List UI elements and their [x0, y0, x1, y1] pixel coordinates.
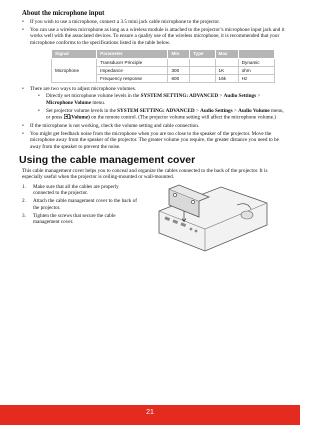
page-footer-bar: [0, 405, 300, 425]
section-heading-cable-cover: Using the cable management cover: [19, 153, 196, 166]
list-item: • You can use a wireless microphone as long as a wireless module is attached to the projector’s microphone input jack and it works well with the associated devices. To ensure a quality use of the wireless microphone, it is recommended that your microphone conforms to the specifications listed in the table below.: [21, 27, 285, 47]
table-cell: Dynamic: [238, 58, 274, 66]
table-header-row: [52, 49, 275, 58]
table-cell: 600: [168, 74, 190, 82]
table-row: [52, 58, 275, 66]
column-header: Max: [215, 49, 238, 58]
table-cell: 16k: [215, 74, 238, 82]
table-cell: Frequency response: [97, 74, 168, 82]
cable-cover-intro: This cable management cover helps you to conceal and organize the cables connected to the back of the projector. It is especially useful when the projector is ceiling-mounted or wall-mounted.: [22, 167, 268, 181]
volume-adjust-bullets: [21, 86, 285, 151]
cable-cover-steps-area: [21, 184, 285, 244]
table-cell: 300: [168, 66, 190, 74]
list-item: [21, 198, 139, 211]
list-item: • If the microphone is not working, check the volume setting and cable connection.: [21, 123, 285, 130]
step-text: Attach the cable management cover to the back of the projector.: [33, 198, 137, 211]
column-header: [238, 49, 274, 58]
page-number: 21: [146, 409, 154, 416]
list-item: [21, 213, 139, 226]
table-cell: ohm: [238, 66, 274, 74]
step-number: 3.: [22, 212, 26, 219]
table-cell: Hz: [238, 74, 274, 82]
table-cell: [190, 58, 215, 66]
table-cell: Transducer Principle: [97, 58, 168, 66]
column-header: Min: [168, 49, 190, 58]
list-item: • Directly set microphone volume levels in the SYSTEM SETTING: ADVANCED > Audio Settings > Microphone Volume menu.: [30, 93, 285, 106]
cable-cover-illustration: [151, 181, 269, 253]
volume-adjust-intro: There are two ways to adjust microphone volumes.: [30, 85, 137, 92]
list-item: [21, 184, 139, 197]
page-content: [21, 10, 285, 244]
table-cell: [190, 66, 215, 74]
column-header: Parameter: [97, 49, 168, 58]
step-number: 1.: [22, 183, 26, 190]
column-header: Type: [190, 49, 215, 58]
cable-cover-steps: [21, 184, 139, 227]
microphone-spec-table: [51, 49, 275, 83]
list-item: [21, 86, 285, 122]
table-cell: 1K: [215, 66, 238, 74]
table-cell: [215, 58, 238, 66]
table-cell-signal: Microphone: [52, 58, 97, 82]
list-item: • If you wish to use a microphone, connect a 3.5 mini jack cable microphone to the projector.: [21, 19, 285, 26]
step-text: Tighten the screws that secure the cable management cover.: [33, 212, 116, 226]
volume-adjust-options: [30, 93, 285, 121]
table-cell: [190, 74, 215, 82]
table-cell: Impedance: [97, 66, 168, 74]
step-text: Make sure that all the cables are properly connected to the projector.: [33, 183, 119, 197]
list-item: • You might get feedback noise from the microphone when you are too close to the speaker of the projector. Move the microphone away from the speaker of the projector. The greater volume you require, the greater distance you need to be away from the speaker to prevent the noise.: [21, 131, 285, 151]
list-item: • Set projector volume levels in the SYSTEM SETTING: ADVANCED > Audio Settings > Audio Volume menu, or press (Volume) on the remote control. (The projector volume setting will affect the microphone volume.): [30, 108, 285, 122]
table-cell: [168, 58, 190, 66]
column-header: Signal: [52, 49, 97, 58]
section-heading-microphone-input: About the microphone input: [22, 10, 105, 17]
step-number: 2.: [22, 198, 26, 205]
microphone-bullets: [21, 19, 285, 47]
